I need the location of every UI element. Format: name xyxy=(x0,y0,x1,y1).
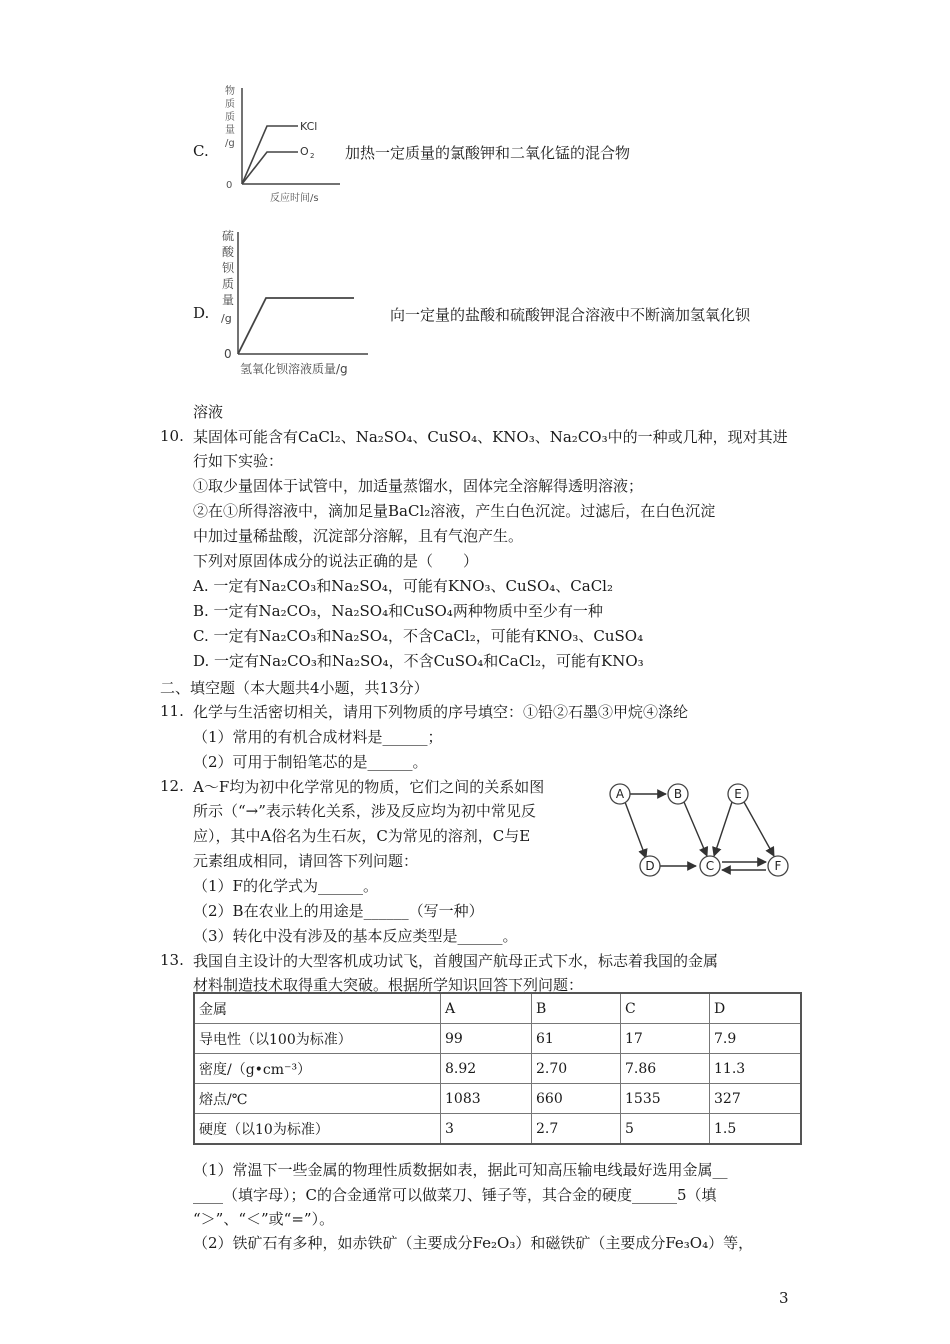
table-cell: 7.9 xyxy=(710,1024,802,1054)
table-cell: 2.70 xyxy=(532,1054,621,1084)
figure-d-chart xyxy=(218,226,378,380)
q10-stem-1: 某固体可能含有CaCl₂、Na₂SO₄、CuSO₄、KNO₃、Na₂CO₃中的一种或几种，现对其进 xyxy=(193,428,788,446)
page-number: 3 xyxy=(779,1289,789,1307)
q11-part-1: （1）常用的有机合成材料是______； xyxy=(193,728,443,746)
figc-series-o2: O xyxy=(300,145,309,158)
figd-ylabel-6: /g xyxy=(221,312,232,325)
q12-relation-diagram xyxy=(604,780,798,882)
table-row xyxy=(194,1084,801,1114)
arrow-b-c xyxy=(684,802,707,856)
figc-origin: 0 xyxy=(226,180,233,191)
table-cell: 7.86 xyxy=(621,1054,710,1084)
q12-part-2: （2）B在农业上的用途是______（写一种） xyxy=(193,902,484,920)
table-cell: 金属 xyxy=(194,993,441,1024)
q10-option-d: D. 一定有Na₂CO₃和Na₂SO₄，不含CuSO₄和CaCl₂，可能有KNO₃ xyxy=(193,652,644,670)
figd-line xyxy=(238,298,354,354)
table-cell: 密度/（g•cm⁻³） xyxy=(194,1054,441,1084)
table-cell: 5 xyxy=(621,1114,710,1145)
table-cell: 61 xyxy=(532,1024,621,1054)
table-row xyxy=(194,1024,801,1054)
figc-kcl-line xyxy=(242,126,298,184)
figure-d-description: 向一定量的盐酸和硫酸钾混合溶液中不断滴加氢氧化钡 xyxy=(390,306,751,324)
q13-number: 13. xyxy=(160,951,184,969)
q10-step-1: ①取少量固体于试管中，加适量蒸馏水，固体完全溶解得透明溶液； xyxy=(193,477,644,495)
q12-part-3: （3）转化中没有涉及的基本反应类型是______。 xyxy=(193,927,518,945)
q11-number: 11. xyxy=(160,702,184,720)
table-cell: 327 xyxy=(710,1084,802,1114)
table-row xyxy=(194,1054,801,1084)
table-cell: 660 xyxy=(532,1084,621,1114)
table-cell: 1083 xyxy=(441,1084,532,1114)
node-e-label: E xyxy=(734,787,742,801)
figd-ylabel-3: 钡 xyxy=(222,261,235,275)
arrow-e-c xyxy=(714,802,732,856)
figc-xlabel: 反应时间/s xyxy=(270,193,319,204)
q11-part-2: （2）可用于制铅笔芯的是______。 xyxy=(193,753,428,771)
section-heading: 二、填空题（本大题共4小题，共13分） xyxy=(160,679,429,697)
table-cell: 2.7 xyxy=(532,1114,621,1145)
figure-c-chart xyxy=(222,82,342,210)
figd-ylabel-5: 量 xyxy=(222,293,235,307)
figc-ylabel-3: 质 xyxy=(225,112,235,123)
table-cell: 99 xyxy=(441,1024,532,1054)
q13-part-1b: ____（填字母）；C的合金通常可以做菜刀、锤子等，其合金的硬度______5（填 xyxy=(193,1186,717,1204)
table-cell: 17 xyxy=(621,1024,710,1054)
q12-line-2: 所示（“→”表示转化关系，涉及反应均为初中常见反 xyxy=(193,802,536,820)
node-b-label: B xyxy=(673,787,683,801)
figure-d-label: D. xyxy=(193,304,210,322)
table-cell: 1.5 xyxy=(710,1114,802,1145)
figd-xlabel: 氢氧化钡溶液质量/g xyxy=(240,362,348,376)
figc-ylabel-4: 量 xyxy=(225,125,235,136)
q13-part-2: （2）铁矿石有多种，如赤铁矿（主要成分Fe₂O₃）和磁铁矿（主要成分Fe₃O₄）等， xyxy=(193,1234,754,1252)
table-cell: D xyxy=(710,993,802,1024)
table-cell: 导电性（以100为标准） xyxy=(194,1024,441,1054)
figure-d-description-cont: 溶液 xyxy=(193,403,224,421)
figd-ylabel-1: 硫 xyxy=(222,229,235,243)
table-cell: 硬度（以10为标准） xyxy=(194,1114,441,1145)
figc-series-o2-sub: 2 xyxy=(310,152,315,160)
table-cell: 3 xyxy=(441,1114,532,1145)
figc-o2-line xyxy=(242,152,298,184)
table-cell: C xyxy=(621,993,710,1024)
node-c-label: C xyxy=(705,859,715,873)
figc-series-kcl: KCl xyxy=(300,120,318,133)
metal-properties-table xyxy=(193,992,802,1145)
arrow-e-f xyxy=(744,802,774,856)
q12-line-1: A～F均为初中化学常见的物质，它们之间的关系如图 xyxy=(193,778,545,796)
q13-line-1: 我国自主设计的大型客机成功试飞，首艘国产航母正式下水，标志着我国的金属 xyxy=(193,952,719,970)
q10-option-b: B. 一定有Na₂CO₃，Na₂SO₄和CuSO₄两种物质中至少有一种 xyxy=(193,602,603,620)
table-row xyxy=(194,993,801,1024)
q10-number: 10. xyxy=(160,427,184,445)
table-cell: 11.3 xyxy=(710,1054,802,1084)
q12-part-1: （1）F的化学式为______。 xyxy=(193,877,378,895)
q10-step-2b: 中加过量稀盐酸，沉淀部分溶解，且有气泡产生。 xyxy=(193,527,524,545)
figc-ylabel-2: 质 xyxy=(225,99,235,110)
node-a-label: A xyxy=(615,787,625,801)
figure-c-description: 加热一定质量的氯酸钾和二氧化锰的混合物 xyxy=(345,144,631,162)
q10-option-a: A. 一定有Na₂CO₃和Na₂SO₄，可能有KNO₃、CuSO₄、CaCl₂ xyxy=(193,577,613,595)
figc-ylabel-1: 物 xyxy=(225,86,235,97)
q13-part-1a: （1）常温下一些金属的物理性质数据如表，据此可知高压输电线最好选用金属__ xyxy=(193,1161,728,1179)
figd-ylabel-4: 质 xyxy=(222,277,235,291)
table-row xyxy=(194,1114,801,1145)
node-f-label: F xyxy=(774,859,782,873)
table-cell: 熔点/℃ xyxy=(194,1084,441,1114)
figd-ylabel-2: 酸 xyxy=(222,245,235,259)
q13-line-2: 材料制造技术取得重大突破。根据所学知识回答下列问题： xyxy=(193,976,584,994)
table-cell: 8.92 xyxy=(441,1054,532,1084)
q12-line-3: 应），其中A俗名为生石灰，C为常见的溶剂，C与E xyxy=(193,827,531,845)
q13-part-1c: “＞”、“＜”或“=”）。 xyxy=(193,1210,335,1228)
figc-ylabel-5: /g xyxy=(225,138,235,149)
q10-option-c: C. 一定有Na₂CO₃和Na₂SO₄，不含CaCl₂，可能有KNO₃、CuSO₄ xyxy=(193,627,644,645)
q10-step-2a: ②在①所得溶液中，滴加足量BaCl₂溶液，产生白色沉淀。过滤后，在白色沉淀 xyxy=(193,502,716,520)
q11-stem: 化学与生活密切相关，请用下列物质的序号填空：①铅②石墨③甲烷④涤纶 xyxy=(193,703,689,721)
figure-c-label: C. xyxy=(193,142,209,160)
figd-origin: 0 xyxy=(224,347,232,361)
table-cell: B xyxy=(532,993,621,1024)
q12-number: 12. xyxy=(160,777,184,795)
arrow-d-a xyxy=(625,802,646,858)
table-cell: A xyxy=(441,993,532,1024)
q10-stem-2: 行如下实验： xyxy=(193,452,284,470)
table-cell: 1535 xyxy=(621,1084,710,1114)
q10-ask: 下列对原固体成分的说法正确的是（ ） xyxy=(193,552,479,570)
node-d-label: D xyxy=(645,859,655,873)
q12-line-4: 元素组成相同，请回答下列问题： xyxy=(193,852,419,870)
